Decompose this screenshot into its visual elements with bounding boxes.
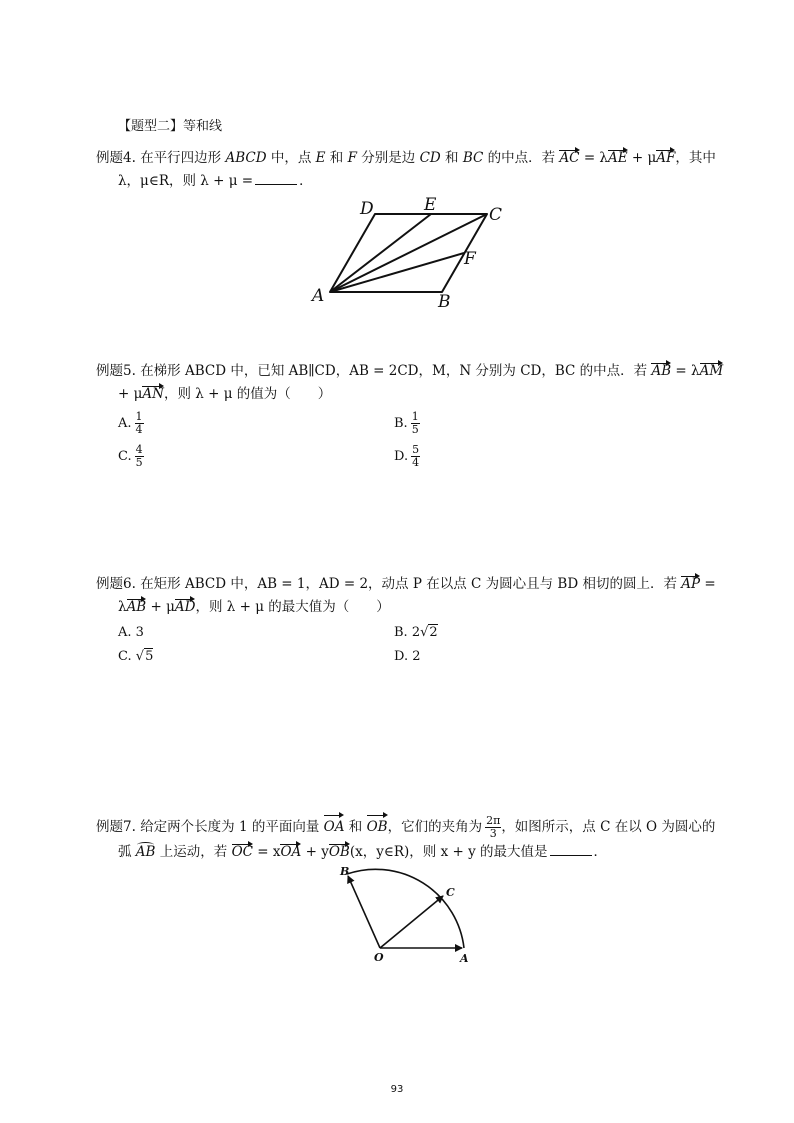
- vector-AC: AC: [559, 150, 580, 166]
- arc-AB-curve: [347, 869, 464, 948]
- ex6-option-c[interactable]: C. √5: [118, 649, 154, 664]
- ex5-option-a[interactable]: A. $\frac{1}{4}$: [118, 410, 143, 436]
- label-B: B: [438, 292, 451, 312]
- ex6-option-d[interactable]: D. 2: [394, 649, 421, 664]
- vector-OB: OB: [367, 814, 388, 840]
- vector-AM: AM: [699, 363, 724, 379]
- example-5-line-2: + μAN，则 λ + μ 的值为（ ）: [118, 386, 332, 402]
- sqrt-sign: √: [420, 625, 429, 640]
- segment-AE: [330, 214, 431, 292]
- sqrt-sign: √: [135, 649, 145, 664]
- example-5-line-1: 例题5. 在梯形 ABCD 中，已知 AB∥CD，AB = 2CD，M，N 分别为 CD，BC 的中点．若 AB = λAM: [96, 363, 724, 379]
- vector-AN: AN: [142, 386, 164, 402]
- ex6-option-b[interactable]: B. 2√2: [394, 625, 438, 640]
- label-F: F: [464, 249, 476, 269]
- label-A: A: [460, 952, 469, 965]
- ex5-option-b[interactable]: B. $\frac{1}{5}$: [394, 410, 419, 436]
- example-6-label: 例题6.: [96, 576, 136, 592]
- example-4-line-2: λ，μ∈R，则 λ + μ = ．: [118, 173, 313, 189]
- vector-AF: AF: [656, 150, 676, 166]
- vector-OC: OC: [231, 844, 253, 860]
- example-4-line-1: 例题4. 在平行四边形 ABCD 中，点 E 和 F 分别是边 CD 和 BC 的中点．若 AC = λAE + μAF，其中: [96, 150, 716, 166]
- example-7-label: 例题7.: [96, 819, 136, 835]
- example-7-line-2: 弧 AB 上运动，若 OC = xOA + yOB(x，y∈R)，则 x + y 的最大值是 ．: [118, 844, 607, 860]
- label-O: O: [374, 951, 384, 964]
- example-4-label: 例题4.: [96, 150, 136, 166]
- label-D: D: [360, 199, 374, 219]
- label-A: A: [312, 286, 325, 306]
- example-5-label: 例题5.: [96, 363, 136, 379]
- vector-OC-arrow: [380, 896, 443, 948]
- answer-blank: [255, 172, 297, 185]
- answer-blank: [550, 843, 592, 856]
- vector-AD: AD: [174, 599, 196, 615]
- vector-OB: OB: [328, 844, 350, 860]
- ex5-option-d[interactable]: D. $\frac{5}{4}$: [394, 443, 420, 469]
- label-C: C: [446, 886, 455, 899]
- example-7-line-1: 例题7. 给定两个长度为 1 的平面向量 OA 和 OB，它们的夹角为 $\frac{2\pi}{3}$ ，如图所示，点 C 在以 O 为圆心的: [96, 814, 716, 840]
- page-number: 93: [390, 1084, 404, 1095]
- vector-OA: OA: [324, 814, 345, 840]
- vector-AP: AP: [681, 576, 701, 592]
- vector-AB: AB: [651, 363, 672, 379]
- vector-OA: OA: [280, 844, 302, 860]
- ex5-option-c[interactable]: C. $\frac{4}{5}$: [118, 443, 143, 469]
- label-E: E: [424, 195, 437, 215]
- example-6-line-2: λAB + μAD，则 λ + μ 的最大值为（ ）: [118, 599, 390, 615]
- angle-fraction: $\frac{2\pi}{3}$: [486, 814, 501, 840]
- vector-AB: AB: [126, 599, 147, 615]
- arc-AB: AB: [135, 844, 156, 860]
- label-C: C: [489, 205, 503, 225]
- example-6-line-1: 例题6. 在矩形 ABCD 中，AB = 1，AD = 2，动点 P 在以点 C 为圆心且与 BD 相切的圆上．若 AP =: [96, 576, 716, 592]
- vector-OB-arrow: [348, 876, 380, 948]
- section-header: 【题型二】等和线: [118, 119, 223, 134]
- sector-figure: [330, 862, 480, 972]
- parallelogram-figure: [300, 190, 530, 315]
- label-B: B: [340, 865, 350, 878]
- vector-AE: AE: [607, 150, 628, 166]
- ex6-option-a[interactable]: A. 3: [118, 625, 144, 640]
